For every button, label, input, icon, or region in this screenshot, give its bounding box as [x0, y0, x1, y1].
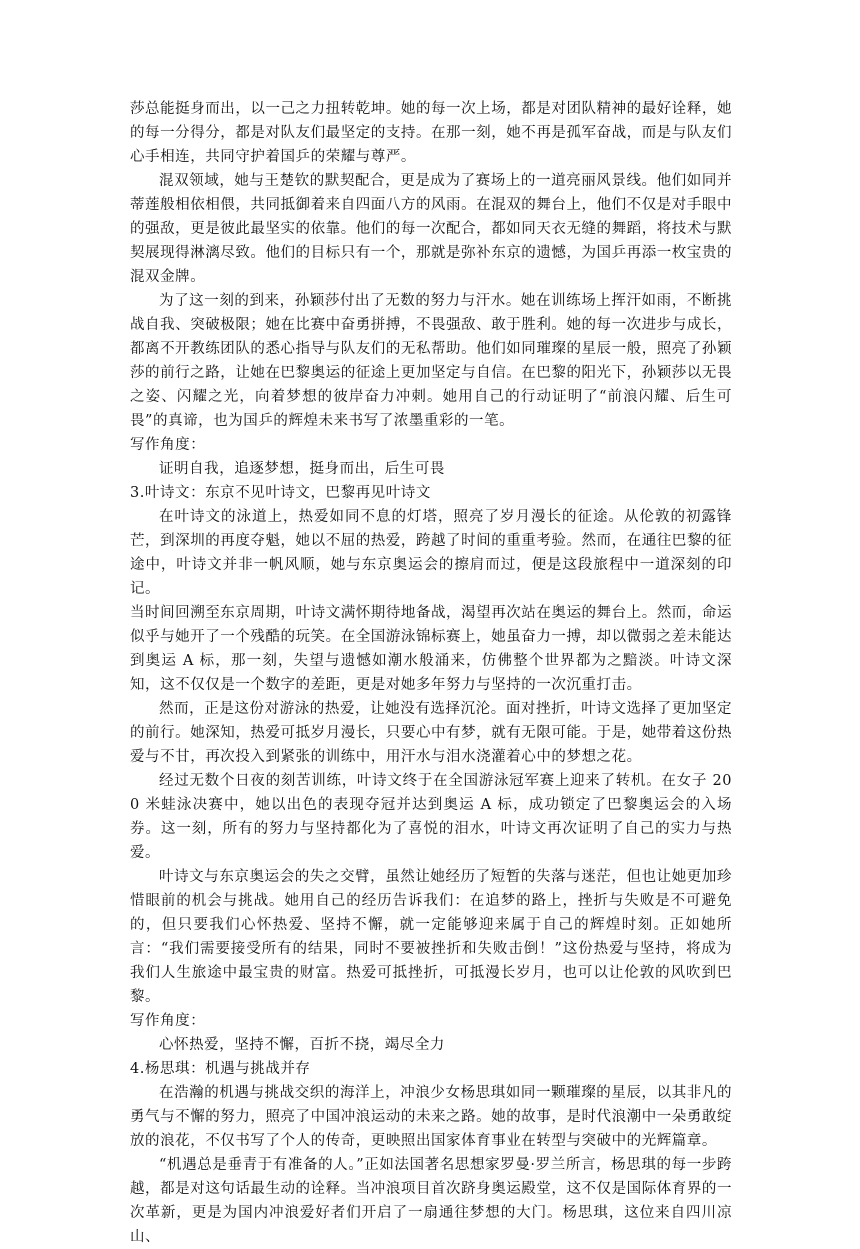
paragraph: 为了这一刻的到来，孙颖莎付出了无数的努力与汗水。她在训练场上挥汗如雨，不断挑战自我、突破极限；她在比赛中奋勇拼搏，不畏强敌、敢于胜利。她的每一次进步与成长，都离不开教练团队的悉心指导与队友们的无私帮助。他们如同璀璨的星辰一般，照亮了孙颖莎的前行之路，让她在巴黎奥运的征途上更加坚定与自信。在巴黎的阳光下，孙颖莎以无畏之姿、闪耀之光，向着梦想的彼岸奋力冲刺。她用自己的行动证明了“前浪闪耀、后生可畏”的真谛，也为国乒的辉煌未来书写了浓墨重彩的一笔。: [130, 293, 732, 429]
paragraph: 在浩瀚的机遇与挑战交织的海洋上，冲浪少女杨思琪如同一颗璀璨的星辰，以其非凡的勇气与不懈的努力，照亮了中国冲浪运动的未来之路。她的故事，是时代浪潮中一朵勇敢绽放的浪花，不仅书写了个人的传奇，更映照出国家体育事业在转型与突破中的光辉篇章。: [130, 1085, 732, 1149]
section-title: 4.杨思琪：机遇与挑战并存: [130, 1061, 311, 1077]
writing-angle-label: 写作角度：: [130, 1013, 206, 1029]
section-title: 3.叶诗文：东京不见叶诗文，巴黎再见叶诗文: [130, 485, 431, 501]
paragraph: 混双领域，她与王楚钦的默契配合，更是成为了赛场上的一道亮丽风景线。他们如同并蒂莲般相依相偎，共同抵御着来自四面八方的风雨。在混双的舞台上，他们不仅是对手眼中的强敌，更是彼此最坚实的依靠。他们的每一次配合，都如同天衣无缝的舞蹈，将技术与默契展现得淋漓尽致。他们的目标只有一个，那就是弥补东京的遗憾，为国乒再添一枚宝贵的混双金牌。: [130, 173, 732, 285]
paragraph: 经过无数个日夜的刻苦训练，叶诗文终于在全国游泳冠军赛上迎来了转机。在女子 200 米蛙泳决赛中，她以出色的表现夺冠并达到奥运 A 标，成功锁定了巴黎奥运会的入场券。这一刻，所有的努力与坚持都化为了喜悦的泪水，叶诗文再次证明了自己的实力与热爱。: [130, 773, 732, 861]
paragraph: 在叶诗文的泳道上，热爱如同不息的灯塔，照亮了岁月漫长的征途。从伦敦的初露锋芒，到深圳的再度夺魁，她以不屈的热爱，跨越了时间的重重考验。然而，在通往巴黎的征途中，叶诗文并非一帆风顺，她与东京奥运会的擦肩而过，便是这段旅程中一道深刻的印记。: [130, 509, 732, 597]
paragraph: 当时间回溯至东京周期，叶诗文满怀期待地备战，渴望再次站在奥运的舞台上。然而，命运似乎与她开了一个残酷的玩笑。在全国游泳锦标赛上，她虽奋力一搏，却以微弱之差未能达到奥运 A 标，那一刻，失望与遗憾如潮水般涌来，仿佛整个世界都为之黯淡。叶诗文深知，这不仅仅是一个数字的差距，更是对她多年努力与坚持的一次沉重打击。: [130, 605, 732, 693]
writing-angle-label: 写作角度：: [130, 437, 206, 453]
writing-angle-text: 心怀热爱，坚持不懈，百折不挠，竭尽全力: [159, 1037, 445, 1053]
paragraph: “机遇总是垂青于有准备的人。”正如法国著名思想家罗曼·罗兰所言，杨思琪的每一步跨越，都是对这句话最生动的诠释。当冲浪项目首次跻身奥运殿堂，这不仅是国际体育界的一次革新，更是为国内冲浪爱好者们开启了一扇通往梦想的大门。杨思琪，这位来自四川凉山、: [130, 1157, 732, 1245]
paragraph: 莎总能挺身而出，以一己之力扭转乾坤。她的每一次上场，都是对团队精神的最好诠释，她的每一分得分，都是对队友们最坚定的支持。在那一刻，她不再是孤军奋战，而是与队友们心手相连，共同守护着国乒的荣耀与尊严。: [130, 101, 732, 165]
paragraph: 然而，正是这份对游泳的热爱，让她没有选择沉沦。面对挫折，叶诗文选择了更加坚定的前行。她深知，热爱可抵岁月漫长，只要心中有梦，就有无限可能。于是，她带着这份热爱与不甘，再次投入到紧张的训练中，用汗水与泪水浇灌着心中的梦想之花。: [130, 701, 732, 765]
writing-angle-text: 证明自我，追逐梦想，挺身而出，后生可畏: [159, 461, 445, 477]
paragraph: 叶诗文与东京奥运会的失之交臂，虽然让她经历了短暂的失落与迷茫，但也让她更加珍惜眼前的机会与挑战。她用自己的经历告诉我们：在追梦的路上，挫折与失败是不可避免的，但只要我们心怀热爱、坚持不懈，就一定能够迎来属于自己的辉煌时刻。正如她所言：“我们需要接受所有的结果，同时不要被挫折和失败击倒！”这份热爱与坚持，将成为我们人生旅途中最宝贵的财富。热爱可抵挫折，可抵漫长岁月，也可以让伦敦的风吹到巴黎。: [130, 869, 732, 1005]
